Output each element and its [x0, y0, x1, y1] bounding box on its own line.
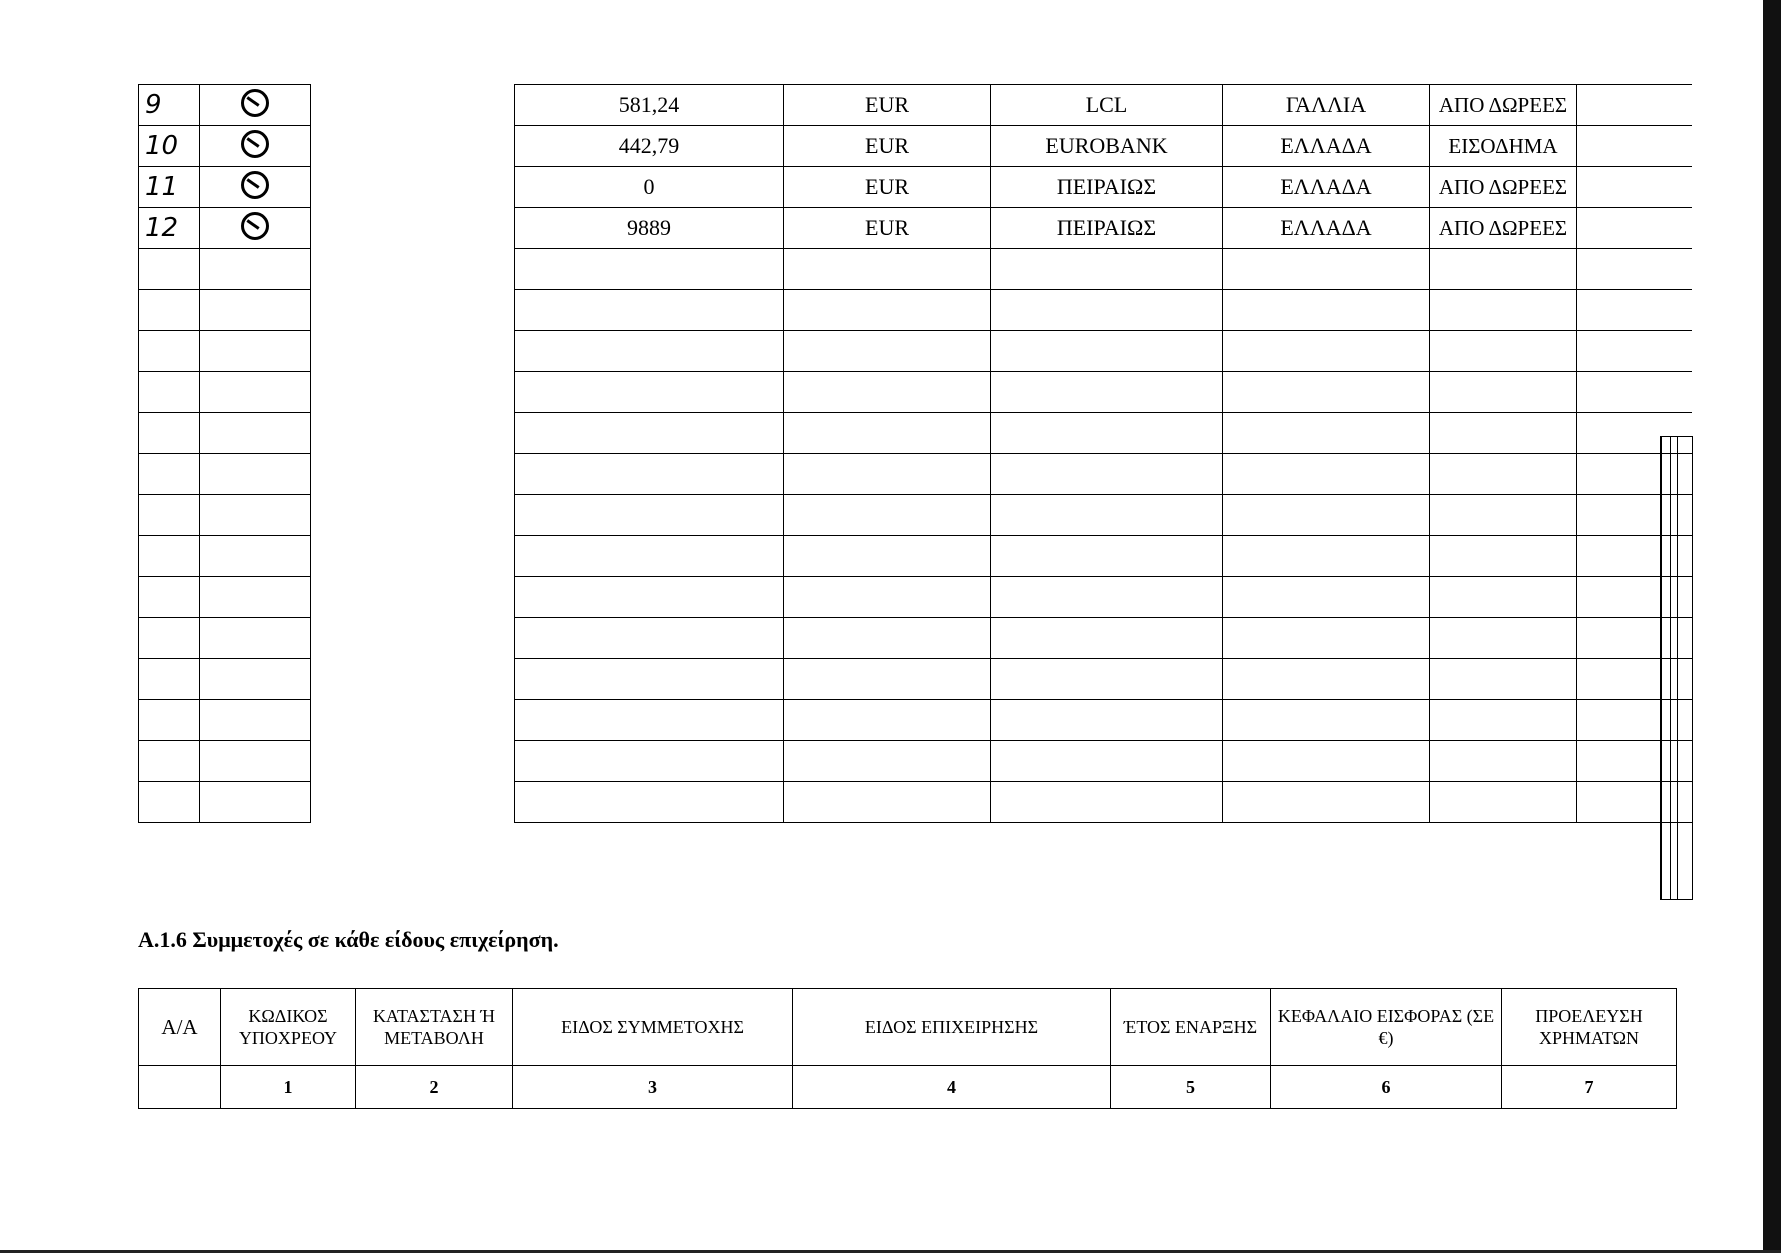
empty-cell	[311, 618, 515, 659]
empty-cell	[991, 372, 1223, 413]
empty-cell	[139, 290, 200, 331]
header-aa: Α/Α	[139, 989, 221, 1066]
table-row	[139, 167, 1692, 208]
empty-cell	[1430, 577, 1577, 618]
empty-cell	[200, 331, 311, 372]
empty-cell	[139, 495, 200, 536]
empty-cell	[515, 331, 784, 372]
header-obligor-code: ΚΩΔΙΚΟΣ ΥΠΟΧΡΕΟΥ	[221, 989, 356, 1066]
empty-cell	[991, 741, 1223, 782]
column-number: 6	[1271, 1066, 1502, 1109]
blank-cell	[311, 85, 515, 126]
empty-cell	[1223, 700, 1430, 741]
empty-cell	[1430, 782, 1577, 823]
currency-cell: EUR	[784, 167, 991, 208]
header-status: ΚΑΤΑΣΤΑΣΗ Ή ΜΕΤΑΒΟΛΗ	[356, 989, 513, 1066]
extra-cell	[1577, 85, 1692, 126]
empty-cell	[1223, 577, 1430, 618]
empty-cell	[311, 577, 515, 618]
bank-cell: EUROBANK	[991, 126, 1223, 167]
empty-row	[139, 290, 1692, 331]
source-cell: ΑΠΟ ΔΩΡΕΕΣ	[1430, 167, 1577, 208]
empty-cell	[1223, 618, 1430, 659]
empty-row	[139, 372, 1692, 413]
empty-cell	[515, 290, 784, 331]
table-row	[139, 126, 1692, 167]
empty-cell	[784, 495, 991, 536]
empty-row	[139, 536, 1692, 577]
header-start-year: ΈΤΟΣ ΕΝΑΡΞΗΣ	[1111, 989, 1271, 1066]
empty-cell	[200, 700, 311, 741]
empty-cell	[1223, 659, 1430, 700]
empty-cell	[311, 495, 515, 536]
empty-cell	[991, 577, 1223, 618]
empty-cell	[139, 331, 200, 372]
empty-cell	[311, 249, 515, 290]
empty-cell	[139, 618, 200, 659]
empty-cell	[991, 536, 1223, 577]
empty-cell	[991, 495, 1223, 536]
country-cell: ΕΛΛΑΔΑ	[1223, 167, 1430, 208]
handwritten-mark	[200, 208, 311, 249]
empty-cell	[1577, 331, 1692, 372]
column-number: 4	[793, 1066, 1111, 1109]
handwritten-mark	[200, 126, 311, 167]
empty-cell	[200, 741, 311, 782]
business-holdings-table	[138, 988, 1677, 1109]
header-participation-type: ΕΙΔΟΣ ΣΥΜΜΕΤΟΧΗΣ	[513, 989, 793, 1066]
empty-row	[139, 495, 1692, 536]
empty-cell	[515, 577, 784, 618]
empty-cell	[1430, 700, 1577, 741]
scan-edge	[1763, 0, 1781, 1253]
empty-row	[139, 782, 1692, 823]
empty-cell	[515, 741, 784, 782]
empty-cell	[139, 659, 200, 700]
header-business-type: ΕΙΔΟΣ ΕΠΙΧΕΙΡΗΣΗΣ	[793, 989, 1111, 1066]
empty-cell	[1223, 454, 1430, 495]
empty-row	[139, 454, 1692, 495]
empty-cell	[1430, 372, 1577, 413]
column-number: 1	[221, 1066, 356, 1109]
empty-cell	[784, 659, 991, 700]
empty-cell	[1223, 741, 1430, 782]
extra-cell	[1577, 126, 1692, 167]
column-number: 7	[1502, 1066, 1677, 1109]
empty-cell	[991, 249, 1223, 290]
empty-cell	[200, 290, 311, 331]
country-cell: ΕΛΛΑΔΑ	[1223, 126, 1430, 167]
empty-cell	[784, 782, 991, 823]
extra-cell	[1577, 167, 1692, 208]
empty-cell	[1430, 413, 1577, 454]
empty-cell	[200, 577, 311, 618]
empty-cell	[515, 372, 784, 413]
empty-cell	[991, 454, 1223, 495]
empty-cell	[311, 700, 515, 741]
empty-cell	[991, 331, 1223, 372]
empty-row	[139, 700, 1692, 741]
extra-cell	[1577, 208, 1692, 249]
amount-cell: 9889	[515, 208, 784, 249]
empty-cell	[515, 782, 784, 823]
scribble-icon	[241, 171, 269, 199]
empty-cell	[200, 413, 311, 454]
empty-cell	[1577, 249, 1692, 290]
country-cell: ΓΑΛΛΙΑ	[1223, 85, 1430, 126]
empty-cell	[139, 413, 200, 454]
empty-cell	[1223, 413, 1430, 454]
empty-cell	[515, 413, 784, 454]
empty-row	[139, 413, 1692, 454]
empty-cell	[200, 495, 311, 536]
empty-cell	[991, 618, 1223, 659]
empty-cell	[1223, 249, 1430, 290]
empty-cell	[311, 413, 515, 454]
empty-cell	[1430, 249, 1577, 290]
empty-cell	[784, 618, 991, 659]
header-capital: ΚΕΦΑΛΑΙΟ ΕΙΣΦΟΡΑΣ (ΣΕ €)	[1271, 989, 1502, 1066]
empty-row	[139, 659, 1692, 700]
empty-cell	[1430, 331, 1577, 372]
table-row	[139, 85, 1692, 126]
empty-cell	[991, 700, 1223, 741]
empty-cell	[1430, 618, 1577, 659]
bank-cell: ΠΕΙΡΑΙΩΣ	[991, 208, 1223, 249]
empty-cell	[139, 741, 200, 782]
empty-cell	[311, 782, 515, 823]
empty-cell	[1223, 782, 1430, 823]
empty-cell	[200, 618, 311, 659]
blank-cell	[311, 126, 515, 167]
empty-cell	[515, 618, 784, 659]
empty-cell	[1223, 290, 1430, 331]
empty-row	[139, 331, 1692, 372]
header-money-source: ΠΡΟΕΛΕΥΣΗ ΧΡΗΜΑΤΩΝ	[1502, 989, 1677, 1066]
empty-cell	[515, 659, 784, 700]
header-row	[139, 989, 1677, 1066]
empty-cell	[1430, 659, 1577, 700]
scribble-icon	[241, 89, 269, 117]
empty-cell	[139, 782, 200, 823]
empty-row	[139, 741, 1692, 782]
empty-cell	[515, 536, 784, 577]
empty-row	[139, 618, 1692, 659]
empty-cell	[1223, 495, 1430, 536]
source-cell: ΕΙΣΟΔΗΜΑ	[1430, 126, 1577, 167]
empty-cell	[991, 659, 1223, 700]
scribble-icon	[241, 130, 269, 158]
bank-accounts-body	[139, 85, 1692, 823]
empty-cell	[515, 249, 784, 290]
empty-cell	[1577, 372, 1692, 413]
empty-cell	[311, 331, 515, 372]
empty-cell	[311, 741, 515, 782]
column-number-row	[139, 1066, 1677, 1109]
blank-cell	[311, 208, 515, 249]
empty-cell	[200, 536, 311, 577]
scribble-icon	[241, 212, 269, 240]
column-number: 5	[1111, 1066, 1271, 1109]
section-title: Α.1.6 Συμμετοχές σε κάθε είδους επιχείρηση.	[138, 927, 559, 952]
empty-cell	[784, 577, 991, 618]
empty-cell	[311, 536, 515, 577]
empty-cell	[1223, 372, 1430, 413]
source-cell: ΑΠΟ ΔΩΡΕΕΣ	[1430, 208, 1577, 249]
empty-cell	[784, 700, 991, 741]
empty-cell	[1430, 454, 1577, 495]
handwritten-mark	[200, 167, 311, 208]
row-number: 11	[139, 167, 200, 208]
amount-cell: 442,79	[515, 126, 784, 167]
amount-cell: 0	[515, 167, 784, 208]
empty-cell	[1223, 331, 1430, 372]
empty-row	[139, 249, 1692, 290]
row-number: 10	[139, 126, 200, 167]
empty-cell	[311, 659, 515, 700]
empty-cell	[200, 454, 311, 495]
handwritten-mark	[200, 85, 311, 126]
empty-cell	[784, 454, 991, 495]
empty-cell	[1577, 290, 1692, 331]
table-row	[139, 208, 1692, 249]
empty-cell	[311, 290, 515, 331]
empty-cell	[515, 495, 784, 536]
empty-cell	[139, 536, 200, 577]
empty-cell	[1430, 741, 1577, 782]
empty-cell	[139, 372, 200, 413]
amount-cell: 581,24	[515, 85, 784, 126]
empty-cell	[784, 249, 991, 290]
empty-cell	[784, 372, 991, 413]
currency-cell: EUR	[784, 208, 991, 249]
column-number: 3	[513, 1066, 793, 1109]
empty-cell	[784, 290, 991, 331]
empty-cell	[200, 372, 311, 413]
empty-row	[139, 577, 1692, 618]
source-cell: ΑΠΟ ΔΩΡΕΕΣ	[1430, 85, 1577, 126]
row-number: 12	[139, 208, 200, 249]
empty-cell	[784, 331, 991, 372]
empty-cell	[991, 413, 1223, 454]
empty-cell	[139, 454, 200, 495]
empty-cell	[784, 741, 991, 782]
empty-cell	[200, 659, 311, 700]
column-number: 2	[356, 1066, 513, 1109]
empty-cell	[311, 454, 515, 495]
empty-cell	[784, 413, 991, 454]
empty-cell	[139, 249, 200, 290]
currency-cell: EUR	[784, 85, 991, 126]
bank-cell: ΠΕΙΡΑΙΩΣ	[991, 167, 1223, 208]
blank-cell	[311, 167, 515, 208]
empty-cell	[1223, 536, 1430, 577]
empty-cell	[784, 536, 991, 577]
empty-cell	[200, 782, 311, 823]
empty-cell	[515, 454, 784, 495]
right-margin-frame	[1660, 436, 1693, 900]
empty-cell	[991, 782, 1223, 823]
bank-accounts-table	[138, 84, 1692, 823]
country-cell: ΕΛΛΑΔΑ	[1223, 208, 1430, 249]
empty-cell	[139, 700, 200, 741]
empty-cell	[139, 577, 200, 618]
empty-cell	[515, 700, 784, 741]
row-number: 9	[139, 85, 200, 126]
currency-cell: EUR	[784, 126, 991, 167]
empty-cell	[1430, 536, 1577, 577]
column-number	[139, 1066, 221, 1109]
empty-cell	[311, 372, 515, 413]
empty-cell	[1430, 495, 1577, 536]
empty-cell	[200, 249, 311, 290]
empty-cell	[1430, 290, 1577, 331]
empty-cell	[991, 290, 1223, 331]
bank-cell: LCL	[991, 85, 1223, 126]
